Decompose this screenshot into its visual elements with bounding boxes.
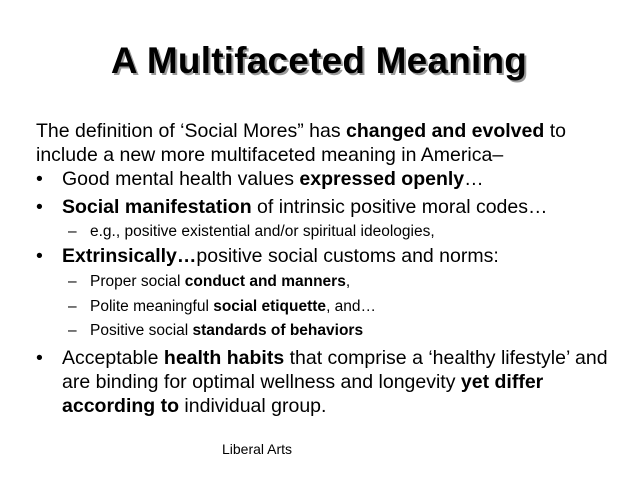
bullet-text: Good mental health values <box>62 168 300 190</box>
bullet-bold: yet differ according to <box>62 371 544 417</box>
intro-paragraph <box>36 119 626 167</box>
dash-icon: – <box>68 322 77 339</box>
sub-item <box>68 272 628 292</box>
footer-label: Liberal Arts <box>222 441 293 457</box>
bullet-text: that comprise a ‘healthy lifestyle’ and are binding for optimal wellness and longevity <box>62 347 608 393</box>
bullet-icon: • <box>36 168 43 190</box>
bullet-text: Acceptable <box>62 347 164 369</box>
sub-item <box>68 222 628 242</box>
sub-item <box>68 297 628 317</box>
bullet-text: individual group. <box>179 395 327 417</box>
bullet-bold: expressed openly <box>299 168 465 190</box>
sub-text: Proper social <box>90 273 185 290</box>
bullet-icon: • <box>36 347 43 369</box>
sub-bold: conduct and manners <box>184 273 346 290</box>
sub-text: Positive social <box>90 322 193 339</box>
bullet-item <box>36 195 626 219</box>
intro-bold: changed and evolved <box>345 120 545 142</box>
intro-text: The definition of ‘Social Mores” has <box>36 120 346 142</box>
bullet-text: of intrinsic positive moral codes… <box>251 196 548 218</box>
bullet-bold: Extrinsically… <box>62 245 197 267</box>
intro-text-cont: to include a new more multifaceted meaning in America– <box>36 120 566 166</box>
bullet-icon: • <box>36 196 43 218</box>
bullet-bold: Social manifestation <box>62 196 252 218</box>
dash-icon: – <box>68 273 77 290</box>
dash-icon: – <box>68 223 77 240</box>
slide-title: A Multifaceted Meaning <box>110 40 528 81</box>
sub-text: , <box>345 273 351 290</box>
bullet-text: positive social customs and norms: <box>196 245 499 267</box>
bullet-item <box>36 244 626 268</box>
sub-bold: standards of behaviors <box>192 322 364 339</box>
sub-item <box>68 321 628 341</box>
bullet-icon: • <box>36 245 43 267</box>
sub-text: , and… <box>326 298 377 315</box>
bullet-item <box>36 167 626 191</box>
bullet-item <box>36 346 626 418</box>
sub-text: Polite meaningful <box>90 298 214 315</box>
dash-icon: – <box>68 298 77 315</box>
sub-bold: social etiquette <box>213 298 327 315</box>
sub-text: e.g., positive existential and/or spiritual ideologies, <box>90 223 435 240</box>
bullet-text: … <box>464 168 484 190</box>
bullet-bold: health habits <box>163 347 285 369</box>
